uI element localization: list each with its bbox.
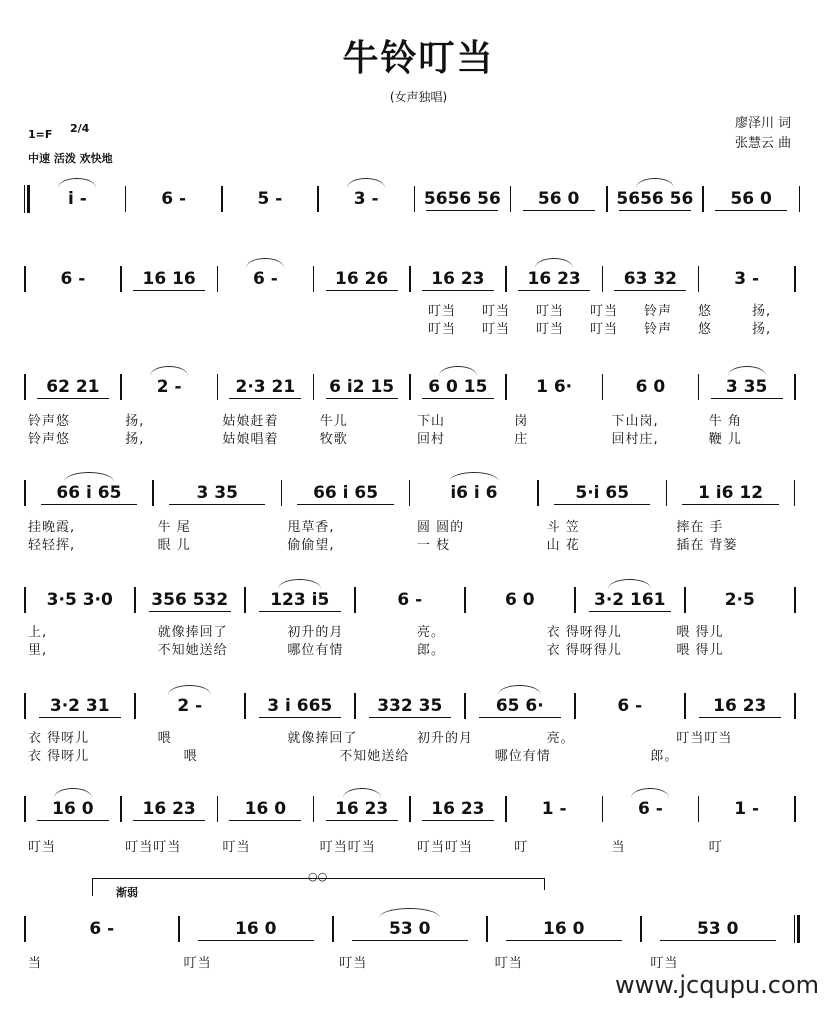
lyric-word: 轻轻挥, <box>28 538 76 553</box>
measure <box>507 266 602 292</box>
measure <box>686 693 795 719</box>
note-row <box>24 587 802 613</box>
lyric-word: 衣 得呀儿 <box>28 731 90 746</box>
beam-underline <box>699 717 781 718</box>
jianpu-notes: 3 35 <box>196 483 238 503</box>
jianpu-notes: 3 i 665 <box>267 696 333 716</box>
lyric-word: 叮当 <box>650 956 679 971</box>
jianpu-notes: i - <box>67 189 87 209</box>
jianpu-notes: 62 21 <box>46 377 100 397</box>
lyric-word: 叮当 <box>339 956 368 971</box>
measure <box>667 480 794 506</box>
beam-underline <box>426 210 498 211</box>
slur-arc <box>246 258 284 268</box>
lyric-word: 叮当 <box>482 304 511 319</box>
tempo-marking: 中速 活泼 欢快地 <box>28 152 113 165</box>
lyric-word: 亮。 <box>546 731 575 746</box>
jianpu-notes: 6 - <box>397 590 423 610</box>
lyric-word: 眼 儿 <box>157 538 191 553</box>
slur-arc <box>449 472 500 482</box>
beam-underline <box>259 611 341 612</box>
measure <box>122 266 217 292</box>
measure <box>466 693 575 719</box>
beam-underline <box>229 820 301 821</box>
jianpu-notes: 5·i 65 <box>575 483 630 503</box>
jianpu-notes: 16 23 <box>431 269 485 289</box>
lyric-word: 扬, <box>125 414 145 429</box>
measure <box>411 266 506 292</box>
lyric-word: 喂 <box>183 749 198 764</box>
barline <box>794 796 796 822</box>
barline <box>794 266 796 292</box>
measure <box>26 374 121 400</box>
measure <box>314 266 409 292</box>
jianpu-notes: 2·3 21 <box>235 377 296 397</box>
measure <box>26 266 121 292</box>
note-row <box>24 916 802 942</box>
jianpu-notes: 6 - <box>60 269 86 289</box>
jianpu-notes: 3·2 31 <box>49 696 110 716</box>
jianpu-notes: 16 23 <box>431 799 485 819</box>
note-row <box>24 266 802 292</box>
slur-arc <box>439 366 477 376</box>
slur-arc <box>278 579 321 589</box>
lyric-word: 郎。 <box>417 643 446 658</box>
jianpu-notes: 332 35 <box>377 696 443 716</box>
beam-underline <box>715 210 787 211</box>
lyric-word: 山 花 <box>546 538 580 553</box>
measure <box>507 374 602 400</box>
measure <box>704 186 799 212</box>
jianpu-notes: 1 i6 12 <box>698 483 764 503</box>
lyric-word: 铃声悠 <box>28 432 71 447</box>
slur-arc <box>728 366 766 376</box>
lyric-word: 牛 尾 <box>157 520 191 535</box>
lyric-word: 回村 <box>417 432 446 447</box>
jianpu-notes: 3 35 <box>725 377 768 397</box>
lyric-word: 叮当叮当 <box>125 840 182 855</box>
jianpu-notes: 16 23 <box>335 799 389 819</box>
jianpu-notes: 16 0 <box>543 919 585 939</box>
lyric-word: 鞭 儿 <box>708 432 742 447</box>
lyric-word: 悠 <box>698 322 713 337</box>
jianpu-notes: 53 0 <box>389 919 431 939</box>
jianpu-notes: 6 - <box>637 799 663 819</box>
lyric-word: 亮。 <box>417 625 446 640</box>
lyric-word: 姑娘唱着 <box>222 432 279 447</box>
lyric-word: 不知她送给 <box>157 643 228 658</box>
jianpu-notes: 16 0 <box>52 799 94 819</box>
beam-underline <box>352 940 468 941</box>
measure <box>314 374 409 400</box>
lyric-word: 喂 得儿 <box>676 625 724 640</box>
jianpu-notes: 16 23 <box>142 799 196 819</box>
time-signature: 2/4 <box>70 122 90 135</box>
slur-arc <box>64 472 115 482</box>
jianpu-notes: 3 - <box>353 189 379 209</box>
jianpu-notes: 5656 56 <box>423 189 501 209</box>
beam-underline <box>41 504 137 505</box>
lyric-word: 偷偷望, <box>287 538 335 553</box>
measure <box>411 374 506 400</box>
measure <box>26 480 153 506</box>
measure <box>699 266 794 292</box>
lyric-word: 当 <box>611 840 626 855</box>
lyric-word: 叮当叮当 <box>417 840 474 855</box>
measure <box>246 587 355 613</box>
lyric-word: 叮当 <box>428 304 457 319</box>
lyric-word: 衣 得呀儿 <box>28 749 90 764</box>
beam-underline <box>523 210 595 211</box>
measure <box>26 693 135 719</box>
slur-arc <box>168 685 211 695</box>
measure <box>466 587 575 613</box>
lyric-word: 斗 笠 <box>546 520 580 535</box>
lyric-word: 庄 <box>514 432 529 447</box>
lyric-word: 岗 <box>514 414 529 429</box>
lyric-word: 当 <box>28 956 43 971</box>
measure <box>415 186 510 212</box>
beam-underline <box>506 940 622 941</box>
measure <box>122 796 217 822</box>
measure <box>314 796 409 822</box>
slur-arc <box>343 788 381 798</box>
lyric-word: 叮当 <box>28 840 57 855</box>
beam-underline <box>169 504 265 505</box>
measure <box>576 587 685 613</box>
beam-underline <box>369 717 451 718</box>
jianpu-notes: 2 - <box>156 377 182 397</box>
measure <box>603 374 698 400</box>
lyric-word: 叮当 <box>590 304 619 319</box>
note-row <box>24 693 802 719</box>
jianpu-notes: 66 i 65 <box>313 483 379 503</box>
jianpu-notes: 1 - <box>734 799 760 819</box>
jianpu-notes: 16 23 <box>713 696 767 716</box>
beam-underline <box>711 398 783 399</box>
lyric-word: 扬, <box>125 432 145 447</box>
beam-underline <box>229 398 301 399</box>
jianpu-notes: 5656 56 <box>616 189 694 209</box>
lyric-word: 哪位有情 <box>494 749 551 764</box>
beam-underline <box>149 611 231 612</box>
jianpu-notes: 3·2 161 <box>593 590 666 610</box>
measure <box>26 587 135 613</box>
note-row <box>24 796 802 822</box>
lyric-word: 叮 <box>708 840 723 855</box>
beam-underline <box>614 290 686 291</box>
barline <box>799 186 801 212</box>
jianpu-notes: 3 - <box>734 269 760 289</box>
composer-credit: 张慧云 曲 <box>735 136 792 151</box>
slur-arc <box>636 178 674 188</box>
lyric-word: 哪位有情 <box>287 643 344 658</box>
jianpu-notes: 16 16 <box>142 269 196 289</box>
jianpu-notes: 1 - <box>541 799 567 819</box>
measure <box>136 693 245 719</box>
lyric-word: 初升的月 <box>417 731 474 746</box>
lyric-word: 扬, <box>752 322 772 337</box>
beam-underline <box>37 820 109 821</box>
lyric-word: 叮当 <box>536 304 565 319</box>
jianpu-notes: 356 532 <box>151 590 229 610</box>
lyric-word: 下山岗, <box>611 414 659 429</box>
note-row <box>24 186 802 212</box>
measure <box>26 916 179 942</box>
jianpu-notes: 6 0 <box>635 377 666 397</box>
jianpu-notes: 5 - <box>257 189 283 209</box>
lyric-word: 牛 角 <box>708 414 742 429</box>
lyric-word: 初升的月 <box>287 625 344 640</box>
measure <box>223 186 318 212</box>
lyric-word: 叮当 <box>428 322 457 337</box>
lyric-word: 叮当 <box>494 956 523 971</box>
lyric-word: 叮当 <box>590 322 619 337</box>
song-title: 牛铃叮当 <box>342 38 495 79</box>
beam-underline <box>326 820 398 821</box>
beam-underline <box>133 820 205 821</box>
lyric-word: 摔在 手 <box>676 520 724 535</box>
measure <box>507 796 602 822</box>
lyric-word: 姑娘赶着 <box>222 414 279 429</box>
measure <box>319 186 414 212</box>
jianpu-notes: 63 32 <box>623 269 677 289</box>
lyric-word: 叮 <box>514 840 529 855</box>
jianpu-notes: 6 i2 15 <box>329 377 395 397</box>
jianpu-notes: 53 0 <box>697 919 739 939</box>
lyric-word: 喂 得儿 <box>676 643 724 658</box>
measure <box>136 587 245 613</box>
jianpu-notes: 16 26 <box>335 269 389 289</box>
song-subtitle: (女声独唱) <box>389 90 448 104</box>
note-row <box>24 480 802 506</box>
jianpu-notes: 6 0 15 <box>428 377 488 397</box>
measure <box>539 480 666 506</box>
lyric-word: 叮当叮当 <box>319 840 376 855</box>
slur-arc <box>347 178 385 188</box>
slur-arc <box>535 258 573 268</box>
measure <box>218 266 313 292</box>
barline <box>794 374 796 400</box>
jianpu-notes: 6 0 <box>504 590 535 610</box>
slur-arc <box>498 685 541 695</box>
lyric-word: 叮当 <box>183 956 212 971</box>
beam-underline <box>619 210 691 211</box>
jianpu-notes: 65 6· <box>495 696 544 716</box>
lyric-word: 挂晚霞, <box>28 520 76 535</box>
measure <box>218 796 313 822</box>
lyric-word: 不知她送给 <box>339 749 410 764</box>
jianpu-notes: 3·5 3·0 <box>46 590 113 610</box>
lyric-word: 铃声 <box>644 322 673 337</box>
barline <box>794 480 796 506</box>
lyric-word: 喂 <box>157 731 172 746</box>
beam-underline <box>554 504 650 505</box>
measure <box>180 916 333 942</box>
jianpu-notes: 1 6· <box>536 377 573 397</box>
lyric-word: 叮当 <box>482 322 511 337</box>
jianpu-notes: 56 0 <box>537 189 580 209</box>
lyric-word: 就像捧回了 <box>157 625 228 640</box>
lyric-word: 下山 <box>417 414 446 429</box>
beam-underline <box>518 290 590 291</box>
measure <box>154 480 281 506</box>
lyric-word: 插在 背篓 <box>676 538 738 553</box>
slur-arc <box>58 178 96 188</box>
jianpu-notes: 2·5 <box>724 590 755 610</box>
beam-underline <box>133 290 205 291</box>
measure <box>642 916 795 942</box>
jianpu-notes: 6 - <box>617 696 643 716</box>
jianpu-notes: 16 23 <box>527 269 581 289</box>
lyric-word: 悠 <box>698 304 713 319</box>
lyric-word: 牛儿 <box>319 414 348 429</box>
barline <box>794 693 796 719</box>
slur-arc <box>379 908 440 918</box>
barline <box>794 587 796 613</box>
measure <box>411 796 506 822</box>
measure <box>699 796 794 822</box>
lyric-word: 扬, <box>752 304 772 319</box>
beam-underline <box>39 717 121 718</box>
lyric-word: 上, <box>28 625 48 640</box>
fermata-symbol: ○○ <box>308 870 328 883</box>
jianpu-notes: 2 - <box>177 696 203 716</box>
beam-underline <box>326 398 398 399</box>
beam-underline <box>326 290 398 291</box>
dynamic-marking: 渐弱 <box>116 886 138 899</box>
watermark: www.jcqupu.com <box>615 971 819 999</box>
beam-underline <box>37 398 109 399</box>
jianpu-notes: 16 0 <box>244 799 287 819</box>
beam-underline <box>682 504 778 505</box>
measure <box>488 916 641 942</box>
slur-arc <box>631 788 669 798</box>
measure <box>511 186 606 212</box>
jianpu-notes: 123 i5 <box>270 590 330 610</box>
beam-underline <box>297 504 393 505</box>
measure <box>282 480 409 506</box>
measure <box>608 186 703 212</box>
lyricist-credit: 廖泽川 词 <box>735 116 792 131</box>
jianpu-notes: 16 0 <box>235 919 277 939</box>
lyric-word: 回村庄, <box>611 432 659 447</box>
measure <box>356 693 465 719</box>
slur-arc <box>608 579 651 589</box>
beam-underline <box>479 717 561 718</box>
key-signature: 1=F <box>28 128 53 141</box>
jianpu-notes: 6 - <box>252 269 278 289</box>
lyric-word: 叮当 <box>222 840 251 855</box>
lyric-word: 牧歌 <box>319 432 348 447</box>
measure <box>334 916 487 942</box>
lyric-word: 一 枝 <box>417 538 451 553</box>
beam-underline <box>422 290 494 291</box>
measure <box>218 374 313 400</box>
slur-arc <box>150 366 188 376</box>
lyric-word: 衣 得呀得儿 <box>546 625 622 640</box>
measure <box>126 186 221 212</box>
measure <box>122 374 217 400</box>
beam-underline <box>422 398 494 399</box>
beam-underline <box>422 820 494 821</box>
lyric-word: 郎。 <box>650 749 679 764</box>
measure <box>699 374 794 400</box>
measure <box>246 693 355 719</box>
measure <box>356 587 465 613</box>
jianpu-notes: 56 0 <box>730 189 772 209</box>
beam-underline <box>589 611 671 612</box>
jianpu-notes: i6 i 6 <box>450 483 498 503</box>
lyric-word: 就像捧回了 <box>287 731 358 746</box>
beam-underline <box>259 717 341 718</box>
lyric-word: 甩草香, <box>287 520 335 535</box>
jianpu-notes: 6 - <box>161 189 187 209</box>
lyric-word: 里, <box>28 643 48 658</box>
measure <box>576 693 685 719</box>
lyric-word: 铃声悠 <box>28 414 71 429</box>
lyric-word: 圆 圆的 <box>417 520 465 535</box>
barline <box>794 915 800 943</box>
lyric-word: 铃声 <box>644 304 673 319</box>
beam-underline <box>660 940 776 941</box>
jianpu-notes: 6 - <box>89 919 115 939</box>
slur-arc <box>54 788 92 798</box>
jianpu-notes: 66 i 65 <box>56 483 122 503</box>
note-row <box>24 374 802 400</box>
measure <box>30 186 125 212</box>
lyric-word: 衣 得呀得儿 <box>546 643 622 658</box>
measure <box>603 266 698 292</box>
measure <box>26 796 121 822</box>
lyric-word: 叮当叮当 <box>676 731 733 746</box>
measure <box>603 796 698 822</box>
lyric-word: 叮当 <box>536 322 565 337</box>
beam-underline <box>198 940 314 941</box>
measure <box>686 587 795 613</box>
measure <box>410 480 537 506</box>
